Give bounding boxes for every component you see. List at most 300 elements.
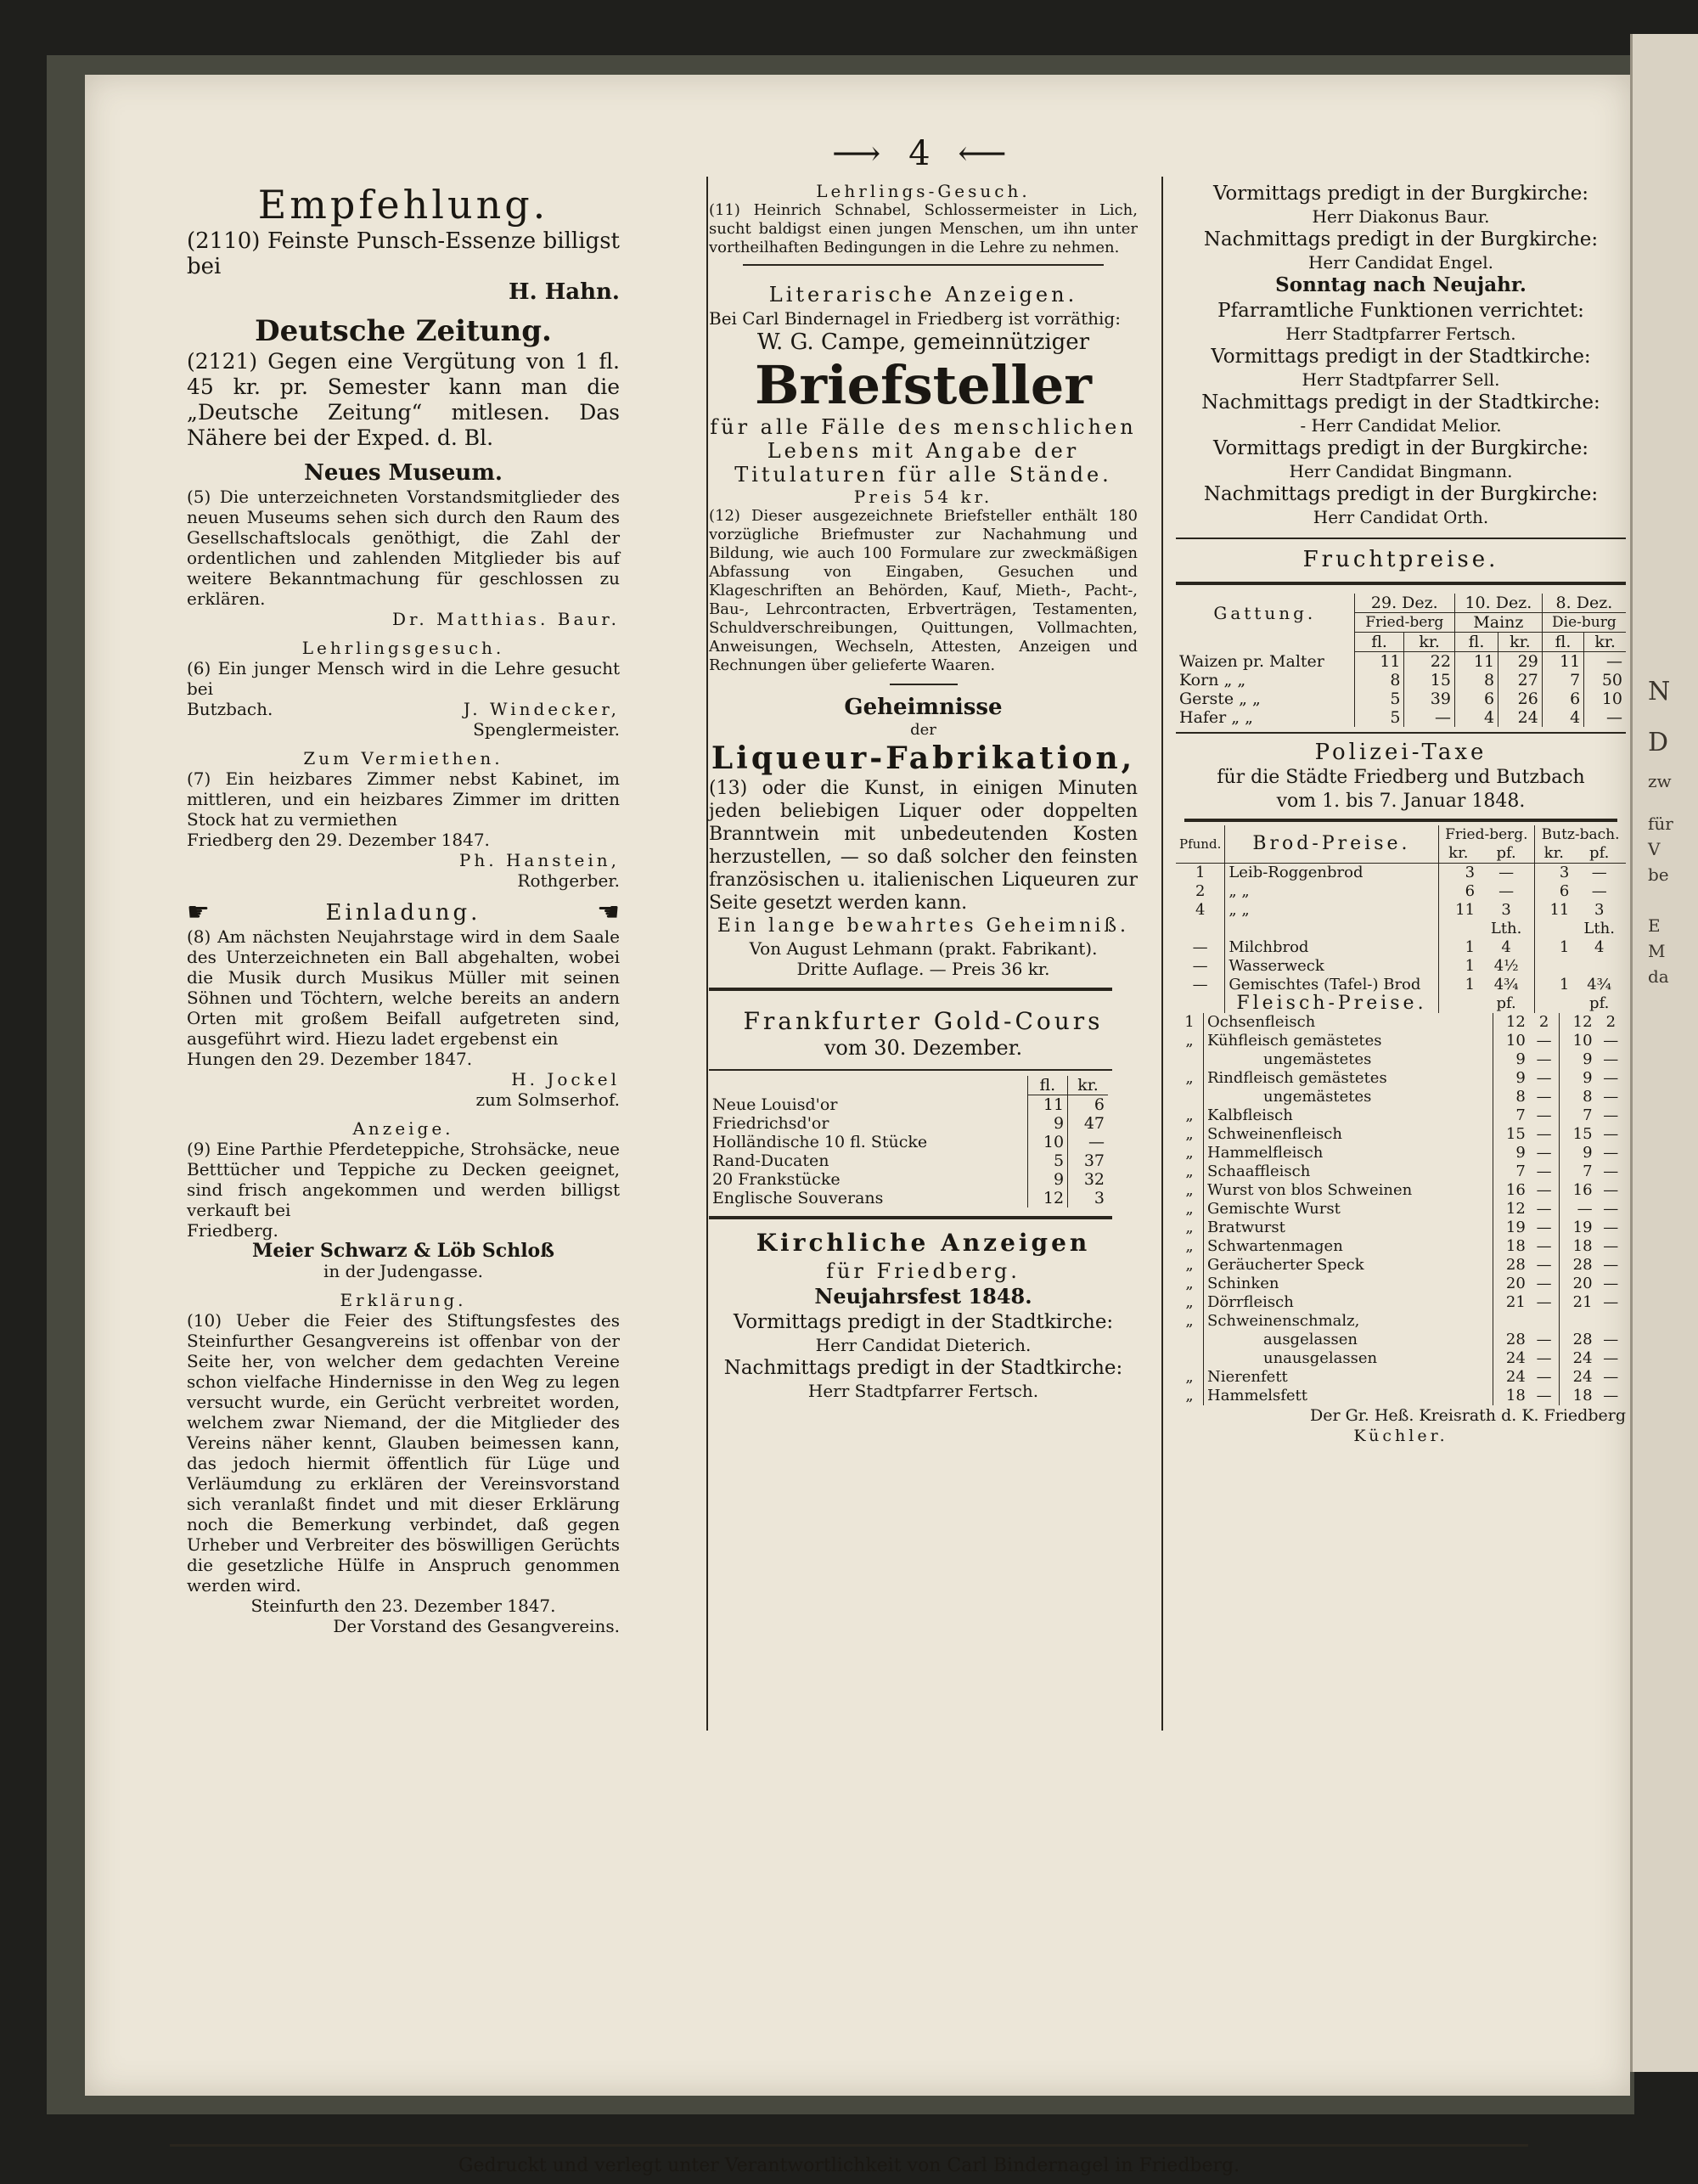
- price: —: [1603, 1069, 1619, 1087]
- coin-kr: 6: [1068, 1095, 1108, 1115]
- page-number-value: 4: [908, 134, 931, 173]
- heading-neues-museum: Neues Museum.: [304, 460, 503, 486]
- price: 1: [1438, 938, 1478, 957]
- price: —: [1536, 1069, 1552, 1087]
- ad-7-trade: Rothgerber.: [517, 870, 620, 891]
- price: 18: [1560, 1237, 1596, 1256]
- price: —: [1498, 882, 1515, 900]
- price: 26: [1498, 690, 1543, 708]
- ad-10: (10) Ueber die Feier des Stiftungsfestes des Steinfurther Gesangvereins ist offenbar von der Seite her, von welcher dem gedachten Vereine schon vielfache Hindernisse in den Weg zu legen versucht wurde, ein Gerücht verbreitet worden, welchem zwar Niemand, der die Mitglieder des Vereins näher kennt, Glauben beimessen kann, das jedoch hiermit öffentlich für Lüge und Verläumdung zu erklären der Vereinsvorstand sich veranlaßt findet und mit dieser Erklärung noch die Bemerkung verbindet, daß gegen Urheber und Verbreiter des böswilligen Gerüchts die gesetzliche Hülfe in Anspruch genommen werden wird.: [187, 1310, 620, 1596]
- preacher: Herr Diakonus Baur.: [1312, 206, 1490, 227]
- coin-fl: 5: [1027, 1151, 1068, 1170]
- col-head-friedberg: Fried-berg.: [1438, 825, 1535, 844]
- heading-deutsche-zeitung: Deutsche Zeitung.: [255, 314, 552, 348]
- table-row: [1176, 1050, 1626, 1069]
- col-head-fl: fl.: [1027, 1076, 1068, 1095]
- heading-gold-cours: Frankfurter Gold-Cours: [743, 1007, 1104, 1035]
- price: —: [1536, 1106, 1552, 1124]
- price: 18: [1493, 1237, 1529, 1256]
- heading-literarische-anzeigen: Literarische Anzeigen.: [768, 283, 1078, 307]
- price: 29: [1498, 652, 1543, 672]
- price: 1: [1535, 938, 1573, 957]
- price: 9: [1493, 1069, 1529, 1088]
- weight: „: [1185, 1181, 1194, 1199]
- ad-7-date: Friedberg den 29. Dezember 1847.: [187, 830, 490, 850]
- sermon-line: Vormittags predigt in der Burgkirche:: [1212, 183, 1589, 205]
- item-name: Schwartenmagen: [1204, 1237, 1493, 1256]
- table-row: [1176, 976, 1626, 994]
- price: [1493, 1312, 1529, 1331]
- table-row: [709, 1095, 1108, 1115]
- unit-pf: pf.: [1496, 994, 1516, 1012]
- next-page-letter: für: [1648, 813, 1673, 834]
- price: 2: [1538, 1013, 1549, 1031]
- coin-kr: 3: [1068, 1189, 1108, 1207]
- price: —: [1603, 1106, 1619, 1124]
- heading-vermiethen: Zum Vermiethen.: [303, 748, 503, 768]
- coin-name: 20 Frankstücke: [712, 1170, 841, 1189]
- item-name: Schinken: [1204, 1275, 1493, 1293]
- price: 7: [1542, 671, 1583, 690]
- preacher: Herr Stadtpfarrer Fertsch.: [1285, 324, 1516, 344]
- table-row: [1176, 901, 1626, 920]
- weight: 4: [1195, 901, 1206, 919]
- price: 16: [1493, 1181, 1529, 1200]
- grain-name: Waizen pr. Malter: [1179, 651, 1324, 671]
- ornament-left: ⟶: [832, 134, 881, 173]
- price: 50: [1584, 671, 1626, 690]
- table-row: [1176, 1032, 1626, 1050]
- price: 15: [1404, 671, 1455, 690]
- coin-fl: 9: [1027, 1114, 1068, 1133]
- next-page-letter: be: [1648, 864, 1669, 885]
- table-row: [1176, 652, 1626, 672]
- price: —: [1536, 1050, 1552, 1068]
- next-page-letter: N: [1648, 677, 1671, 706]
- item-name: Bratwurst: [1204, 1219, 1493, 1237]
- pointing-hand-right-icon: ☚: [597, 898, 620, 927]
- price: 24: [1560, 1349, 1596, 1368]
- price: —: [1603, 1331, 1619, 1348]
- item-name: Milchbrod: [1225, 938, 1438, 957]
- price: [1535, 957, 1573, 976]
- price: —: [1603, 1144, 1619, 1162]
- polizei-sub2: vom 1. bis 7. Januar 1848.: [1276, 791, 1526, 812]
- ad-2110: (2110) Feinste Punsch-Essenze billigst bei: [187, 228, 620, 279]
- price: 11: [1542, 652, 1583, 672]
- ad-8-date: Hungen den 29. Dezember 1847.: [187, 1049, 473, 1069]
- price: 19: [1493, 1219, 1529, 1237]
- col-head-kr: kr.: [1068, 1076, 1108, 1095]
- price: 9: [1560, 1144, 1596, 1162]
- heading-geheimnisse: Geheimnisse: [844, 695, 1003, 720]
- weight: „: [1185, 1125, 1194, 1143]
- price: 8: [1560, 1088, 1596, 1106]
- price: —: [1603, 1125, 1619, 1143]
- next-page-letter: V: [1648, 839, 1661, 859]
- sermon-line: Vormittags predigt in der Burgkirche:: [1212, 437, 1589, 459]
- price: 15: [1560, 1125, 1596, 1144]
- price: [1572, 957, 1626, 976]
- item-name: Rindfleisch gemästetes: [1204, 1069, 1493, 1088]
- item-name: Hammelsfett: [1204, 1387, 1493, 1405]
- sermon-line: Nachmittags predigt in der Burgkirche:: [1203, 483, 1599, 505]
- ad-11: (11) Heinrich Schnabel, Schlossermeister in Lich, sucht baldigst einen jungen Menschen, um ihn unter vortheilhaften Bedingungen in die Lehre zu nehmen.: [709, 201, 1138, 256]
- ad-10-signature: Der Vorstand des Gesangvereins.: [333, 1616, 620, 1636]
- price: —: [1603, 1162, 1619, 1180]
- sonntag-nach-neujahr: Sonntag nach Neujahr.: [1275, 273, 1527, 296]
- item-name: Nierenfett: [1204, 1368, 1493, 1387]
- table-row: [1176, 1106, 1626, 1125]
- liqueur-title: Liqueur-Fabrikation,: [711, 740, 1136, 776]
- gold-cours-table: [709, 1076, 1108, 1207]
- price: 16: [1560, 1181, 1596, 1200]
- table-row: [1176, 1013, 1626, 1032]
- preacher: Herr Stadtpfarrer Sell.: [1302, 369, 1500, 390]
- pointing-hand-left-icon: ☛: [187, 898, 210, 927]
- heading-lehrlings-gesuch: Lehrlings-Gesuch.: [816, 181, 1031, 201]
- price: —: [1603, 1050, 1619, 1068]
- price: 3: [1535, 864, 1573, 883]
- briefsteller-subtitle: für alle Fälle des menschlichen Lebens mit Angabe der Titulaturen für alle Stände.: [710, 415, 1137, 487]
- price: 9: [1560, 1069, 1596, 1088]
- price: 4: [1454, 708, 1498, 727]
- price: 4: [1542, 708, 1583, 727]
- coin-fl: 10: [1027, 1133, 1068, 1151]
- weight: [1176, 1088, 1204, 1106]
- item-name: unausgelassen: [1204, 1349, 1493, 1368]
- price: —: [1603, 1237, 1619, 1255]
- item-name: Schweinenschmalz,: [1204, 1312, 1493, 1331]
- item-name: Hammelfleisch: [1204, 1144, 1493, 1162]
- coin-kr: —: [1068, 1133, 1108, 1151]
- campe-title: W. G. Campe, gemeinnütziger: [756, 329, 1090, 355]
- col-head-place: Fried-berg: [1354, 613, 1454, 633]
- briefsteller-price: Preis 54 kr.: [853, 487, 993, 507]
- price: —: [1603, 1032, 1619, 1050]
- table-row: [1176, 1256, 1626, 1275]
- weight: —: [1192, 957, 1208, 975]
- ad-6-place: Butzbach.: [187, 699, 273, 719]
- price: 24: [1493, 1349, 1529, 1368]
- price: —: [1536, 1387, 1552, 1404]
- heading-anzeige: Anzeige.: [352, 1118, 454, 1139]
- price: —: [1536, 1331, 1552, 1348]
- table-row: [709, 1133, 1108, 1151]
- price: 20: [1560, 1275, 1596, 1293]
- unit-fl: fl.: [1542, 633, 1583, 652]
- table-row: [709, 1189, 1108, 1207]
- price: 27: [1498, 671, 1543, 690]
- price: 1: [1438, 957, 1478, 976]
- ad-5: (5) Die unterzeichneten Vorstandsmitglieder des neuen Museums sehen sich durch den Raum des Gesellschaftslocals genöthigt, die Zahl der ordentlichen und zahlenden Mitglieder bis auf weitere Bekanntmachung für geschlossen zu erklären.: [187, 487, 620, 609]
- heading-empfehlung: Empfehlung.: [257, 182, 549, 228]
- price: 21: [1560, 1293, 1596, 1312]
- ad-13-motto: Ein lange bewahrtes Geheimniß.: [717, 915, 1130, 937]
- ad-2121: (2121) Gegen eine Vergütung von 1 fl. 45 kr. pr. Semester kann man die „Deutsche Zeitung“ mitlesen. Das Nähere bei der Exped. d. Bl.: [187, 349, 620, 450]
- price: 18: [1493, 1387, 1529, 1405]
- price: —: [1536, 1162, 1552, 1180]
- price: —: [1536, 1088, 1552, 1106]
- unit-pf: pf.: [1478, 844, 1535, 864]
- table-row: [1176, 1312, 1626, 1331]
- price: —: [1536, 1293, 1552, 1311]
- price: —: [1536, 1032, 1552, 1050]
- price: 20: [1493, 1275, 1529, 1293]
- ad-7-name: Ph. Hanstein,: [458, 850, 620, 870]
- price: —: [1591, 882, 1607, 900]
- weight: „: [1185, 1219, 1194, 1236]
- coin-fl: 9: [1027, 1170, 1068, 1189]
- table-row: [1176, 1125, 1626, 1144]
- coin-name: Holländische 10 fl. Stücke: [712, 1133, 928, 1151]
- col-head-date: 8. Dez.: [1542, 594, 1626, 613]
- coin-kr: 32: [1068, 1170, 1108, 1189]
- item-name: Kühfleisch gemästetes: [1204, 1032, 1493, 1050]
- unit-kr: kr.: [1498, 633, 1543, 652]
- price: 15: [1493, 1125, 1529, 1144]
- price: 7: [1493, 1162, 1529, 1181]
- table-row: [1176, 708, 1626, 727]
- price: —: [1536, 1125, 1552, 1143]
- fleisch-table: [1176, 1013, 1626, 1405]
- column-rule: [1161, 177, 1163, 1731]
- taxe-signature-1: Der Gr. Heß. Kreisrath d. K. Friedberg: [1309, 1406, 1626, 1425]
- next-page-letter: zw: [1648, 771, 1672, 791]
- coin-name: Neue Louisd'or: [712, 1095, 838, 1114]
- heading-erklaerung: Erklärung.: [340, 1290, 467, 1310]
- table-row: [1176, 1368, 1626, 1387]
- item-name: „ „: [1225, 882, 1438, 901]
- heading-polizei-taxe: Polizei-Taxe: [1314, 740, 1487, 765]
- weight: [1176, 1349, 1204, 1368]
- price: 5: [1354, 690, 1404, 708]
- item-name: Schaaffleisch: [1204, 1162, 1493, 1181]
- weight: —: [1192, 938, 1208, 956]
- coin-kr: 47: [1068, 1114, 1108, 1133]
- table-row: [1176, 1219, 1626, 1237]
- fruchtpreise-table: [1176, 594, 1626, 727]
- col-head-date: 29. Dez.: [1354, 594, 1454, 613]
- ad-9-name: Meier Schwarz & Löb Schloß: [252, 1240, 554, 1262]
- weight: 1: [1184, 1013, 1195, 1031]
- table-row: [1176, 1088, 1626, 1106]
- price: 4¾: [1587, 976, 1612, 993]
- col-head-place: Die-burg: [1542, 613, 1626, 633]
- price: 3: [1438, 864, 1478, 883]
- table-row: [1176, 1331, 1626, 1349]
- col-head-pfund: Pfund.: [1176, 825, 1225, 864]
- weight: „: [1185, 1312, 1194, 1330]
- ad-5-signature: Dr. Matthias. Baur.: [392, 609, 620, 629]
- table-row: [1176, 957, 1626, 976]
- unit-fl: fl.: [1454, 633, 1498, 652]
- price: 7: [1493, 1106, 1529, 1125]
- column-2: [709, 181, 1138, 1401]
- weight: „: [1185, 1144, 1194, 1162]
- price: —: [1404, 708, 1455, 727]
- price: 39: [1404, 690, 1455, 708]
- price: 7: [1560, 1162, 1596, 1181]
- sermon-line: Vormittags predigt in der Stadtkirche:: [1211, 346, 1591, 368]
- heading-lehrlingsgesuch: Lehrlingsgesuch.: [301, 638, 505, 658]
- coin-name: Friedrichsd'or: [712, 1114, 829, 1133]
- price: 21: [1493, 1293, 1529, 1312]
- price: 10: [1560, 1032, 1596, 1050]
- next-page-letter: da: [1648, 966, 1669, 987]
- ad-8-name: H. Jockel: [511, 1069, 620, 1089]
- price: —: [1536, 1144, 1552, 1162]
- sermon-line: Pfarramtliche Funktionen verrichtet:: [1217, 300, 1584, 322]
- item-name: Kalbfleisch: [1204, 1106, 1493, 1125]
- price: —: [1498, 864, 1515, 881]
- price: —: [1603, 1387, 1619, 1404]
- col-head-gattung: Gattung.: [1213, 602, 1317, 623]
- price: 1: [1438, 976, 1478, 994]
- imprint: Gedruckt und verlegt unter Verantwortlichkeit von Carl Bindernagel in Friedberg.: [458, 2155, 1240, 2176]
- sermon-line: Nachmittags predigt in der Stadtkirche:: [1201, 391, 1600, 414]
- table-row: [1176, 690, 1626, 708]
- price: 28: [1560, 1256, 1596, 1275]
- price: 9: [1493, 1144, 1529, 1162]
- price: 8: [1354, 671, 1404, 690]
- next-page-letter: E: [1648, 915, 1661, 936]
- price: —: [1603, 1219, 1619, 1236]
- price: 22: [1404, 652, 1455, 672]
- table-row: [709, 1151, 1108, 1170]
- item-name: Wasserweck: [1225, 957, 1438, 976]
- price: —: [1536, 1237, 1552, 1255]
- table-row: [1176, 1349, 1626, 1368]
- weight: [1176, 1331, 1204, 1349]
- item-name: Schweinenfleisch: [1204, 1125, 1493, 1144]
- item-name: ausgelassen: [1204, 1331, 1493, 1349]
- price: —: [1603, 1088, 1619, 1106]
- table-row: [1176, 938, 1626, 957]
- ad-2110-name: H. Hahn.: [509, 279, 620, 305]
- price: —: [1584, 708, 1626, 727]
- price: 18: [1560, 1387, 1596, 1405]
- table-row: [709, 1170, 1108, 1189]
- price: 8: [1493, 1088, 1529, 1106]
- column-rule: [706, 177, 708, 1731]
- table-row: [1176, 1069, 1626, 1088]
- weight: [1176, 1050, 1204, 1069]
- price: 4¾: [1493, 976, 1519, 993]
- ad-6-name: J. Windecker,: [463, 699, 620, 719]
- preacher: Herr Candidat Orth.: [1313, 507, 1489, 527]
- table-row: [1176, 1181, 1626, 1200]
- table-row: [1176, 864, 1626, 883]
- next-page-letter: M: [1648, 941, 1666, 961]
- price: 12: [1493, 1200, 1529, 1219]
- next-page-edge: [1630, 34, 1698, 2072]
- footer-rule: [170, 2144, 1528, 2147]
- heading-fruchtpreise: Fruchtpreise.: [1302, 547, 1499, 572]
- price: [1596, 1312, 1626, 1331]
- price: —: [1536, 1349, 1552, 1367]
- price: 4: [1501, 938, 1511, 956]
- price: —: [1603, 1200, 1619, 1218]
- price: 28: [1560, 1331, 1596, 1349]
- price: 11: [1354, 652, 1404, 672]
- weight: „: [1185, 1275, 1194, 1292]
- price: 10: [1584, 690, 1626, 708]
- price: 24: [1493, 1368, 1529, 1387]
- heading-einladung: Einladung.: [325, 900, 481, 926]
- price: —: [1536, 1200, 1552, 1218]
- price: 4½: [1493, 957, 1519, 975]
- price: 9: [1493, 1050, 1529, 1069]
- coin-name: Englische Souverans: [712, 1189, 884, 1207]
- price: 19: [1560, 1219, 1596, 1237]
- price: —: [1603, 1293, 1619, 1311]
- price: —: [1536, 1181, 1552, 1199]
- price: 11: [1454, 652, 1498, 672]
- price: 5: [1354, 708, 1404, 727]
- price: 12: [1493, 1013, 1529, 1032]
- preacher: - Herr Candidat Melior.: [1300, 415, 1502, 436]
- weight: „: [1185, 1368, 1194, 1386]
- price: —: [1560, 1200, 1596, 1219]
- item-name: Wurst von blos Schweinen: [1204, 1181, 1493, 1200]
- grain-name: Korn „ „: [1179, 671, 1246, 690]
- table-row: [1176, 1162, 1626, 1181]
- table-row: [1176, 882, 1626, 901]
- price: 2: [1605, 1013, 1616, 1031]
- weight: 2: [1195, 882, 1206, 900]
- unit-kr: kr.: [1584, 633, 1626, 652]
- weight: „: [1185, 1106, 1194, 1124]
- unit-pf: pf.: [1589, 994, 1610, 1012]
- unit-fl: fl.: [1354, 633, 1404, 652]
- polizei-sub1: für die Städte Friedberg und Butzbach: [1217, 767, 1585, 788]
- item-name: Ochsenfleisch: [1204, 1013, 1493, 1032]
- preacher: Herr Candidat Engel.: [1307, 252, 1494, 273]
- weight: —: [1192, 976, 1208, 993]
- column-1: [187, 181, 620, 1636]
- item-name: Gemischte Wurst: [1204, 1200, 1493, 1219]
- sermon-line: Vormittags predigt in der Stadtkirche:: [733, 1311, 1114, 1333]
- grain-name: Gerste „ „: [1179, 690, 1261, 708]
- weight: „: [1185, 1387, 1194, 1404]
- ad-12: (12) Dieser ausgezeichnete Briefsteller enthält 180 vorzügliche Briefmuster zur Nachahmung und Bildung, wie auch 100 Formulare zur zweckmäßigen Abfassung von Eingaben, Gesuchen und Klageschriften an Behörden, Kauf, Mieth-, Pacht-, Bau-, Lehrcontracten, Erbverträgen, Testamenten, Schuldverschreibungen, Quittungen, Vollmachten, Anweisungen, Wechseln, Attesten, Anzeigen und Rechnungen über gelieferte Waaren.: [709, 507, 1138, 674]
- price: 8: [1454, 671, 1498, 690]
- ad-6: (6) Ein junger Mensch wird in die Lehre gesucht bei: [187, 658, 620, 699]
- ad-9: (9) Eine Parthie Pferdeteppiche, Strohsäcke, neue Betttücher und Teppiche zu Decken geeignet, sind frisch angekommen und werden billigst verkauft bei: [187, 1139, 620, 1220]
- price: 24: [1498, 708, 1543, 727]
- der-label: der: [910, 721, 936, 739]
- table-row: [1176, 1387, 1626, 1405]
- price: 6: [1438, 882, 1478, 901]
- ad-13: (13) oder die Kunst, in einigen Minuten jeden beliebigen Liquer oder doppelten Branntwein mit unbedeutenden Kosten herzustellen, — so daß solcher den feinsten französischen u. italienischen Liqueuren zur Seite gesetzt werden kann.: [709, 778, 1138, 914]
- price: [1560, 1312, 1596, 1331]
- coin-fl: 11: [1027, 1095, 1068, 1115]
- price: —: [1536, 1368, 1552, 1386]
- price: 11: [1535, 901, 1573, 920]
- table-row: [1176, 671, 1626, 690]
- price: 10: [1493, 1032, 1529, 1050]
- ad-9-address: in der Judengasse.: [323, 1261, 484, 1281]
- price: —: [1584, 652, 1626, 672]
- price: —: [1536, 1219, 1552, 1236]
- item-name: ungemästetes: [1204, 1050, 1493, 1069]
- price: —: [1603, 1256, 1619, 1274]
- col-head-place: Mainz: [1454, 613, 1542, 633]
- unit-kr: kr.: [1404, 633, 1455, 652]
- ad-8-place: zum Solmserhof.: [475, 1089, 620, 1110]
- weight: „: [1185, 1200, 1194, 1218]
